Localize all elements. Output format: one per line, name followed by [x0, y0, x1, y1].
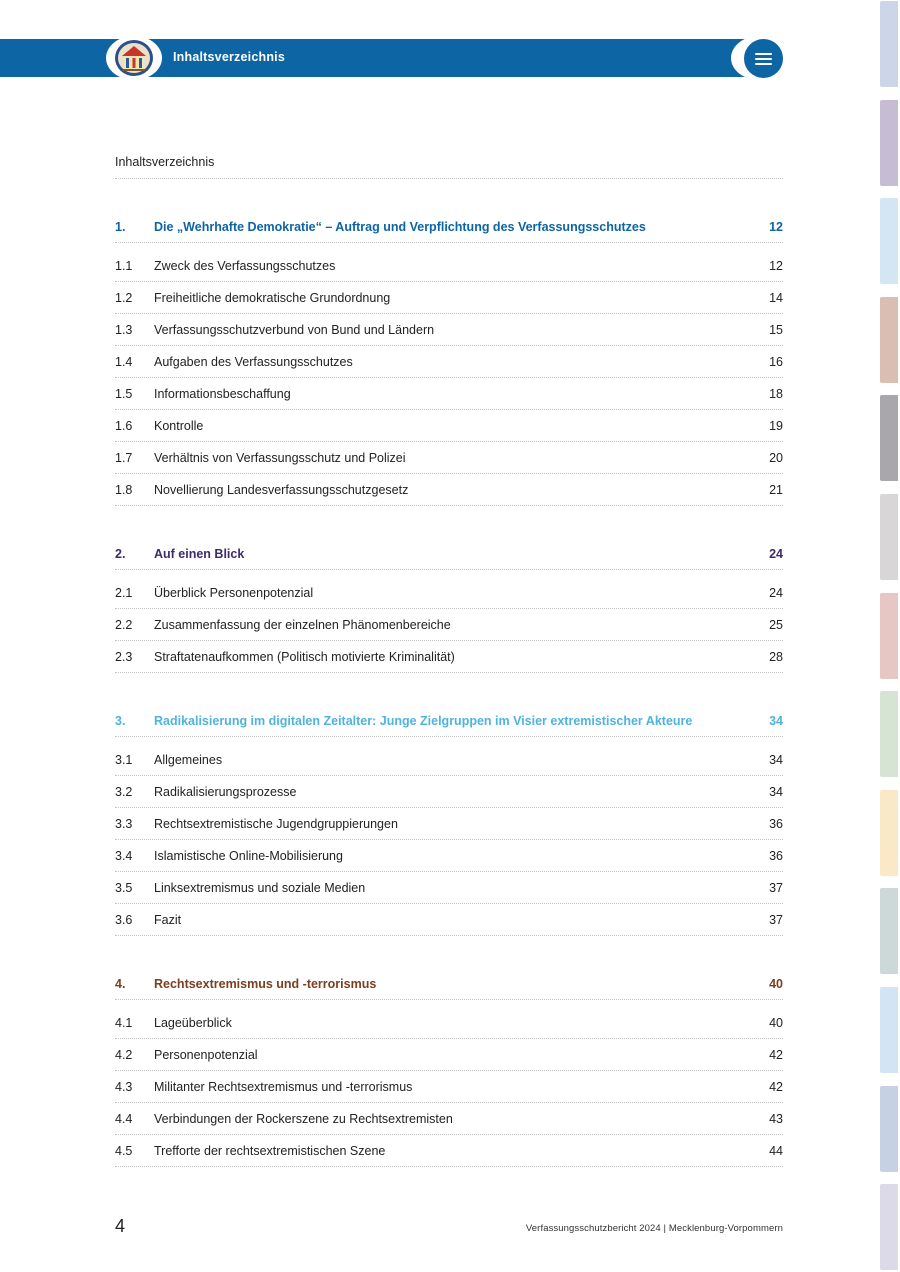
toc-row-divider	[115, 1134, 783, 1135]
toc-entry-title: Rechtsextremistische Jugendgruppierungen	[154, 816, 398, 831]
toc-row-divider	[115, 505, 783, 506]
toc-entry-num: 1.5	[115, 386, 133, 401]
side-tab-2[interactable]	[880, 100, 898, 186]
side-tab-7[interactable]	[880, 593, 898, 679]
toc-entry-page: 40	[769, 977, 783, 991]
toc-entry-page: 40	[769, 1015, 783, 1030]
toc-entry-num: 2.3	[115, 649, 133, 664]
toc-section-3-2[interactable]	[115, 783, 783, 801]
toc-entry-page: 36	[769, 848, 783, 863]
toc-section-1-7[interactable]	[115, 449, 783, 467]
toc-section-4-4[interactable]	[115, 1110, 783, 1128]
toc-section-2-2[interactable]	[115, 616, 783, 634]
toc-chapter-4[interactable]	[115, 975, 783, 993]
toc-entry-title: Verfassungsschutzverbund von Bund und Ländern	[154, 322, 435, 337]
toc-section-4-5[interactable]	[115, 1142, 783, 1160]
toc-row-divider	[115, 640, 783, 641]
toc-entry-title: Überblick Personenpotenzial	[154, 585, 314, 600]
toc-entry-num: 1.	[115, 220, 126, 234]
toc-row-divider	[115, 441, 783, 442]
toc-entry-num: 3.2	[115, 784, 133, 799]
toc-section-2-3[interactable]	[115, 648, 783, 666]
toc-section-1-4[interactable]	[115, 353, 783, 371]
toc-chapter-2[interactable]	[115, 545, 783, 563]
hamburger-menu-icon-line	[755, 63, 772, 65]
toc-section-1-6[interactable]	[115, 417, 783, 435]
toc-row-divider	[115, 242, 783, 243]
toc-entry-num: 4.2	[115, 1047, 133, 1062]
toc-entry-num: 1.7	[115, 451, 133, 466]
toc-entry-page: 42	[769, 1079, 783, 1094]
toc-row-divider	[115, 345, 783, 346]
toc-entry-title: Auf einen Blick	[154, 547, 245, 561]
toc-heading-divider	[115, 178, 783, 179]
toc-row-divider	[115, 1038, 783, 1039]
toc-entry-page: 15	[769, 322, 783, 337]
toc-entry-num: 4.5	[115, 1143, 133, 1158]
hamburger-menu-icon	[755, 53, 772, 55]
toc-entry-title: Rechtsextremismus und -terrorismus	[154, 977, 377, 991]
toc-entry-num: 3.6	[115, 913, 133, 927]
toc-row-divider	[115, 871, 783, 872]
side-tab-1[interactable]	[880, 1, 898, 87]
toc-entry-page: 18	[769, 386, 783, 401]
toc-section-4-2[interactable]	[115, 1046, 783, 1064]
toc-section-4-1[interactable]	[115, 1014, 783, 1032]
toc-entry-page: 25	[769, 617, 783, 632]
toc-row-divider	[115, 1102, 783, 1103]
toc-entry-title: Zweck des Verfassungsschutzes	[154, 258, 336, 273]
toc-entry-page: 36	[769, 816, 783, 831]
toc-chapter-1[interactable]	[115, 218, 783, 236]
toc-row-divider	[115, 999, 783, 1000]
toc-entry-num: 3.5	[115, 880, 133, 895]
toc-section-3-3[interactable]	[115, 815, 783, 833]
toc-row-divider	[115, 569, 783, 570]
hamburger-menu-icon-line	[755, 58, 772, 60]
page-number: 4	[115, 1216, 126, 1236]
hamburger-menu-button[interactable]	[744, 39, 783, 78]
toc-entry-title: Straftatenaufkommen (Politisch motivierte Kriminalität)	[154, 649, 455, 664]
toc-entry-title: Novellierung Landesverfassungsschutzgesetz	[154, 483, 409, 498]
side-tab-4[interactable]	[880, 297, 898, 383]
toc-entry-title: Informationsbeschaffung	[154, 386, 291, 401]
toc-entry-page: 44	[769, 1143, 783, 1158]
toc-entry-num: 4.3	[115, 1079, 133, 1094]
toc-section-1-1[interactable]	[115, 257, 783, 275]
toc-entry-num: 2.1	[115, 585, 133, 600]
toc-row-divider	[115, 281, 783, 282]
toc-entry-page: 16	[769, 354, 783, 369]
toc-entry-num: 4.4	[115, 1111, 133, 1126]
toc-entry-page: 43	[769, 1111, 783, 1126]
toc-entry-num: 1.6	[115, 419, 133, 433]
toc-entry-page: 24	[769, 547, 783, 561]
toc-row-divider	[115, 377, 783, 378]
toc-row-divider	[115, 736, 783, 737]
toc-section-3-4[interactable]	[115, 847, 783, 865]
toc-row-divider	[115, 839, 783, 840]
side-tab-8[interactable]	[880, 691, 898, 777]
state-coat-of-arms-icon[interactable]	[114, 39, 154, 77]
toc-row-divider	[115, 473, 783, 474]
toc-entry-page: 24	[769, 585, 783, 600]
toc-entry-page: 34	[769, 714, 783, 728]
toc-entry-num: 3.1	[115, 752, 133, 767]
side-tab-12[interactable]	[880, 1086, 898, 1172]
toc-row-divider	[115, 775, 783, 776]
toc-entry-title: Lageüberblick	[154, 1015, 232, 1030]
side-tab-5[interactable]	[880, 395, 898, 481]
toc-entry-title: Zusammenfassung der einzelnen Phänomenbereiche	[154, 617, 451, 632]
toc-entry-num: 4.1	[115, 1015, 133, 1030]
toc-entry-num: 2.	[115, 547, 126, 561]
toc-entry-page: 37	[769, 913, 783, 927]
toc-entry-title: Fazit	[154, 913, 182, 927]
toc-entry-title: Verbindungen der Rockerszene zu Rechtsextremisten	[154, 1111, 453, 1126]
side-tab-3[interactable]	[880, 198, 898, 284]
toc-section-1-8[interactable]	[115, 481, 783, 499]
toc-entry-title: Radikalisierung im digitalen Zeitalter: Junge Zielgruppen im Visier extremistischer Akteure	[154, 714, 693, 728]
toc-row-divider	[115, 1166, 783, 1167]
toc-entry-num: 1.4	[115, 354, 133, 369]
toc-entry-page: 14	[769, 290, 783, 305]
toc-entry-title: Die „Wehrhafte Demokratie“ – Auftrag und Verpflichtung des Verfassungsschutzes	[154, 220, 646, 234]
toc-entry-title: Radikalisierungsprozesse	[154, 784, 297, 799]
side-tab-11[interactable]	[880, 987, 898, 1073]
toc-row-divider	[115, 1070, 783, 1071]
toc-entry-title: Linksextremismus und soziale Medien	[154, 880, 366, 895]
toc-entry-title: Militanter Rechtsextremismus und -terrorismus	[154, 1079, 413, 1094]
toc-row-divider	[115, 935, 783, 936]
toc-entry-page: 42	[769, 1047, 783, 1062]
toc-section-1-3[interactable]	[115, 321, 783, 339]
side-tab-9[interactable]	[880, 790, 898, 876]
toc-section-3-5[interactable]	[115, 879, 783, 897]
header-title: Inhaltsverzeichnis	[173, 50, 285, 64]
footer-text: Verfassungsschutzbericht 2024 | Mecklenburg-Vorpommern	[525, 1223, 783, 1234]
toc-row-divider	[115, 313, 783, 314]
toc-section-2-1[interactable]	[115, 584, 783, 602]
toc-section-3-6[interactable]	[115, 911, 783, 929]
toc-entry-num: 4.	[115, 977, 126, 991]
toc-entry-num: 3.4	[115, 848, 133, 863]
toc-entry-title: Verhältnis von Verfassungsschutz und Polizei	[154, 451, 406, 466]
toc-row-divider	[115, 903, 783, 904]
toc-entry-num: 1.1	[115, 258, 133, 273]
toc-row-divider	[115, 672, 783, 673]
toc-entry-page: 20	[769, 451, 783, 466]
toc-row-divider	[115, 409, 783, 410]
toc-entry-num: 1.3	[115, 322, 133, 337]
toc-entry-title: Kontrolle	[154, 419, 204, 433]
toc-entry-num: 1.2	[115, 290, 133, 305]
toc-entry-page: 34	[769, 752, 783, 767]
toc-entry-title: Islamistische Online-Mobilisierung	[154, 848, 343, 863]
toc-row-divider	[115, 807, 783, 808]
toc-section-3-1[interactable]	[115, 751, 783, 769]
toc-section-1-2[interactable]	[115, 289, 783, 307]
toc-entry-num: 3.3	[115, 816, 133, 831]
toc-entry-title: Freiheitliche demokratische Grundordnung	[154, 290, 391, 305]
toc-entry-page: 12	[769, 220, 783, 234]
toc-entry-num: 1.8	[115, 483, 133, 498]
side-tab-10[interactable]	[880, 888, 898, 974]
toc-heading: Inhaltsverzeichnis	[115, 155, 215, 169]
toc-entry-title: Personenpotenzial	[154, 1047, 258, 1062]
toc-row-divider	[115, 608, 783, 609]
toc-entry-page: 34	[769, 784, 783, 799]
toc-section-1-5[interactable]	[115, 385, 783, 403]
toc-entry-page: 28	[769, 649, 783, 664]
toc-entry-page: 19	[769, 419, 783, 433]
toc-section-4-3[interactable]	[115, 1078, 783, 1096]
toc-entry-page: 21	[769, 483, 783, 498]
toc-entry-page: 37	[769, 880, 783, 895]
toc-entry-num: 3.	[115, 714, 126, 728]
toc-entry-page: 12	[769, 258, 783, 273]
side-tab-13[interactable]	[880, 1184, 898, 1270]
toc-entry-title: Allgemeines	[154, 752, 223, 767]
toc-entry-num: 2.2	[115, 617, 133, 632]
toc-entry-title: Aufgaben des Verfassungsschutzes	[154, 354, 353, 369]
toc-chapter-3[interactable]	[115, 712, 783, 730]
side-tab-6[interactable]	[880, 494, 898, 580]
toc-entry-title: Trefforte der rechtsextremistischen Szene	[154, 1143, 386, 1158]
